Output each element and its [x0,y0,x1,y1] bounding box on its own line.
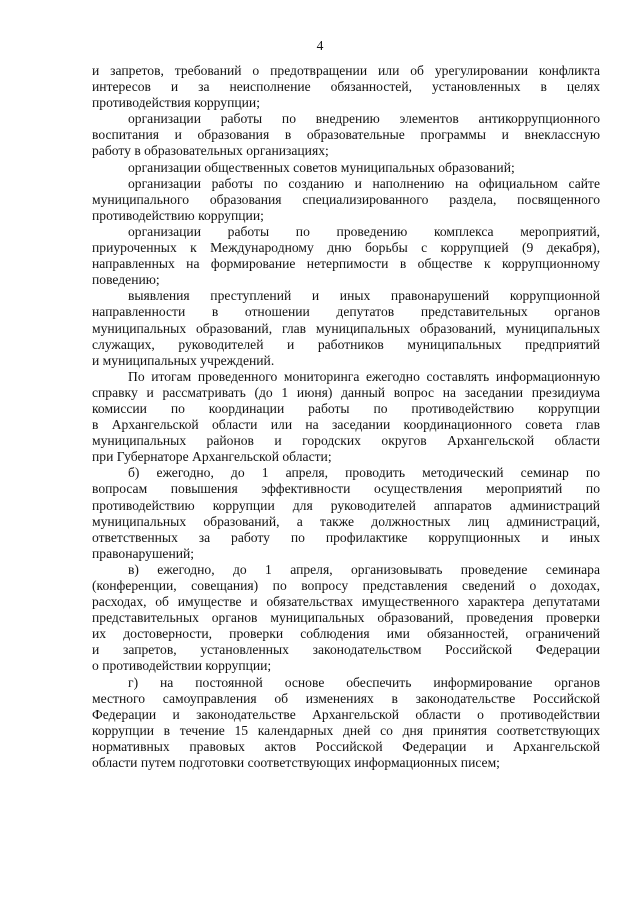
text-line: приуроченных к Международному дню борьбы с коррупцией (9 декабря), [92,240,600,256]
text-line: организации работы по внедрению элементов антикоррупционного [128,111,600,127]
text-line: местного самоуправления об изменениях в законодательстве Российской [92,690,600,706]
text-line: поведению; [92,272,160,288]
text-line: противодействию коррупции для руководителей аппаратов администраций [92,497,600,513]
paragraph [92,111,600,159]
text-line: направленных на формирование нетерпимости в обществе к коррупционному [92,256,600,272]
paragraph [92,176,600,224]
text-line: интересов и за неисполнение обязанностей, установленных в целях [92,79,600,95]
text-line: ответственных за работу по профилактике коррупционных и иных [92,529,600,545]
text-line: о противодействии коррупции; [92,658,272,674]
text-line: (конференции, совещания) по вопросу представления сведений о доходах, [92,578,600,593]
paragraph [92,63,600,111]
paragraph [92,160,600,176]
text-line: б) ежегодно, до 1 апреля, проводить методический семинар по [128,465,600,481]
page-number: 4 [316,38,324,53]
text-line: и муниципальных учреждений. [92,352,275,368]
paragraph [92,465,600,562]
document-body [92,63,600,771]
text-line: правонарушений; [92,545,195,561]
text-line: и запретов, установленных законодательством Российской Федерации [92,642,600,658]
paragraph [92,675,600,772]
text-line: нормативных правовых актов Российской Федерации и Архангельской [92,738,600,754]
paragraph [92,369,600,466]
text-line: противодействию коррупции; [92,207,264,223]
text-line: служащих, руководителей и работников муниципальных предприятий [92,336,600,352]
text-line: направленности в отношении депутатов представительных органов [92,304,600,320]
text-line: муниципальных образований, а также должностных лиц администраций, [92,513,600,529]
paragraph [92,288,600,368]
text-line: и запретов, требований о предотвращении или об урегулировании конфликта [92,63,600,78]
text-line: области путем подготовки соответствующих информационных писем; [92,755,500,771]
text-line: воспитания и образования в образовательные программы и внеклассную [92,127,600,143]
text-line: представительных органов муниципальных образований, проведения проверки [92,610,600,626]
text-line: г) на постоянной основе обеспечить информирование органов [128,674,600,690]
text-line: их достоверности, проверки соблюдения ими обязанностей, ограничений [92,626,600,642]
text-line: муниципальных образований, глав муниципальных образований, муниципальных [92,320,600,336]
paragraph [92,562,600,675]
text-line: расходах, об имуществе и обязательствах имущественного характера депутатами [92,594,600,610]
text-line: коррупции в течение 15 календарных дней со дня принятия соответствующих [92,722,600,738]
text-line: в Архангельской области или на заседании координационного совета глав [92,417,600,433]
text-line: вопросам повышения эффективности осуществления мероприятий по [92,481,600,497]
paragraph [92,224,600,288]
text-line: муниципального образования специализированного раздела, посвященного [92,191,600,207]
text-line: организации работы по созданию и наполнению на официальном сайте [128,175,600,191]
text-line: муниципальных районов и городских округов Архангельской области [92,433,600,449]
text-line: справку и рассматривать (до 1 июня) данный вопрос на заседании президиума [92,384,600,400]
text-line: работу в образовательных организациях; [92,143,329,159]
text-line: комиссии по координации работы по противодействию коррупции [92,400,600,416]
text-line: противодействия коррупции; [92,95,260,111]
text-line: организации общественных советов муниципальных образований; [128,159,515,175]
text-line: выявления преступлений и иных правонарушений коррупционной [128,288,600,304]
text-line: в) ежегодно, до 1 апреля, организовывать проведение семинара [128,561,600,577]
text-line: при Губернаторе Архангельской области; [92,449,332,465]
text-line: По итогам проведенного мониторинга ежегодно составлять информационную [128,368,600,384]
text-line: Федерации и законодательстве Архангельской области о противодействии [92,706,600,722]
text-line: организации работы по проведению комплекса мероприятий, [128,223,600,239]
